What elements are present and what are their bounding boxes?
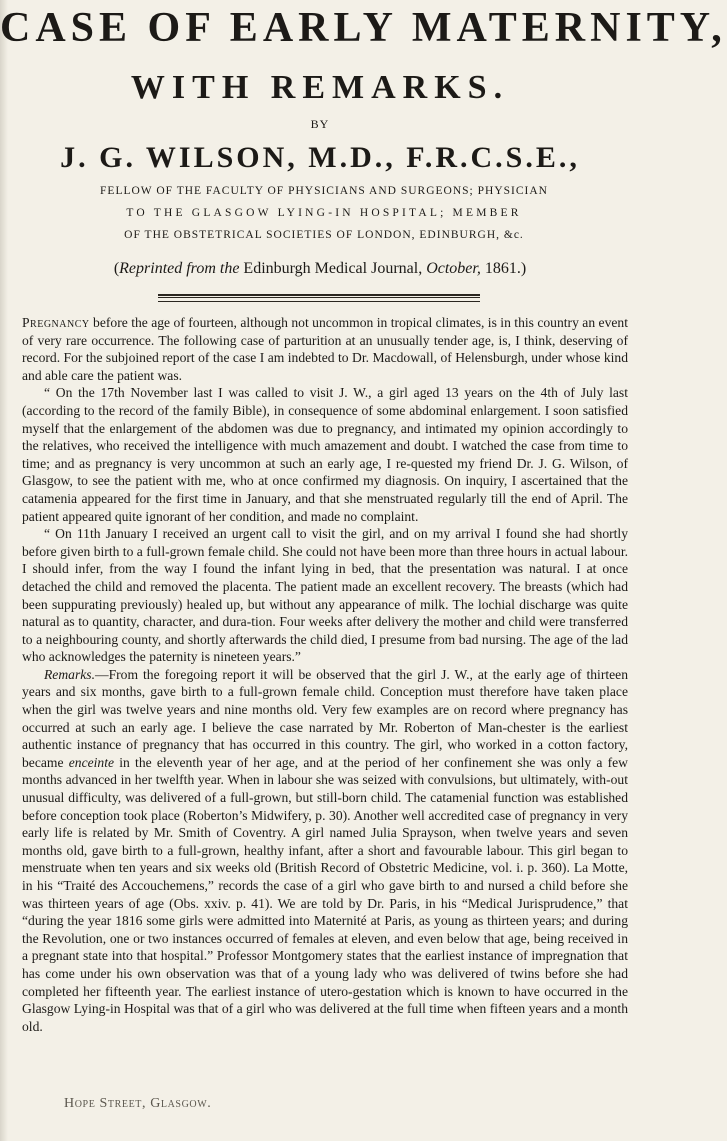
article-body bbox=[22, 314, 628, 1035]
paragraph-1-text: before the age of fourteen, although not uncommon in tropical climates, is in this country an event of very rare occurrence. The following case of parturition at an unusually tender age, is, I think, deserving of record. For the subjoined report of the case I am indebted to Dr. Macdowall, of Helensburgh, under whose kind and able care the patient was. bbox=[22, 315, 628, 383]
author-credentials-line-3: OF THE OBSTETRICAL SOCIETIES OF LONDON, EDINBURGH, &c. bbox=[124, 229, 524, 241]
reprint-open: ( bbox=[113, 260, 120, 277]
reprint-italic-2: October, bbox=[426, 260, 481, 277]
divider-rule-thick bbox=[158, 294, 480, 298]
author-credentials-line-2: TO THE GLASGOW LYING-IN HOSPITAL; MEMBER bbox=[126, 207, 522, 219]
author-credentials-line-1: FELLOW OF THE FACULTY OF PHYSICIANS AND SURGEONS; PHYSICIAN bbox=[100, 185, 548, 197]
title-line-2: WITH REMARKS. bbox=[130, 69, 510, 106]
title-line-1: CASE OF EARLY MATERNITY, bbox=[0, 5, 727, 51]
reprint-journal: Edinburgh Medical Journal, bbox=[239, 260, 427, 277]
paragraph-1-lead: Pregnancy bbox=[22, 315, 90, 330]
author-name: J. G. WILSON, M.D., F.R.C.S.E., bbox=[60, 141, 580, 174]
byline-label: BY bbox=[310, 117, 330, 131]
reprint-close: 1861.) bbox=[480, 260, 527, 277]
paragraph-4 bbox=[22, 666, 628, 1035]
paragraph-3: “ On 11th January I received an urgent call to visit the girl, and on my arrival I found she had shortly before given birth to a full-grown female child. She could not have been more than three hours in actual labour. I should infer, from the way I found the infant lying in bed, that the presentation was natural. I at once detached the child and removed the placenta. The patient made an excellent recovery. The breasts (which had been suppurating previously) healed up, but without any appearance of milk. The lochial discharge was quite natural as to quantity, character, and dura-tion. Four weeks after delivery the mother and child were transferred to a neighbouring county, and shortly afterwards the child died, I presume from bad nursing. The age of the lad who acknowledges the paternity is nineteen years.” bbox=[22, 526, 628, 665]
reprint-note bbox=[0, 260, 640, 278]
paragraph-4-text-a: —From the foregoing report it will be observed that the girl J. W., at the early age of thirteen years and six months, gave birth to a full-grown female child. Conception must therefore have taken place when the girl was twelve years and nine months old. Very few examples are on record where pregnancy has occurred at such an early age. I believe the case narrated by Mr. Roberton of Man-chester is the earliest authentic instance of pregnancy that has occurred in this country. The girl, who worked in a cotton factory, became bbox=[22, 666, 628, 770]
remarks-heading: Remarks. bbox=[44, 666, 95, 682]
reprint-italic-1: Reprinted from the bbox=[119, 260, 240, 277]
paragraph-4-italic: enceinte bbox=[68, 754, 115, 770]
paragraph-1 bbox=[22, 314, 628, 384]
printer-imprint: Hope Street, Glasgow. bbox=[64, 1096, 212, 1111]
divider-rule-thin bbox=[158, 301, 480, 302]
paragraph-4-text-b: in the eleventh year of her age, and at the period of her confinement she was only a few months advanced in her twelfth year. When in labour she was seized with convulsions, but ultimately, with-out unusual difficulty, was delivered of a full-grown, but still-born child. The catamenial function was established before conception took place (Roberton’s Midwifery, p. 30). Another well accredited case of pregnancy in very early life is related by Mr. Smith of Coventry. A girl named Julia Sprayson, when twelve years and seven months old, gave birth to a full-grown, healthy infant, after a short and favourable labour. This girl began to menstruate when ten years and six weeks old (British Record of Obstetric Medicine, vol. i. p. 360). La Motte, in his “Traité des Accouchemens,” records the case of a girl who gave birth to and nursed a child before she was thirteen years of age (Obs. xxiv. p. 41). We are told by Dr. Paris, in his “Medical Jurisprudence,” that “during the year 1816 some girls were admitted into Maternité at Paris, as young as thirteen years; and during the Revolution, one or two instances occurred of females at eleven, and even below that age, being received in a pregnant state into that hospital.” Professor Montgomery states that the earliest instance of impregnation that has come under his own observation was that of a young lady who was delivered of twins before she had completed her fifteenth year. The earliest instance of utero-gestation which is known to have occurred in the Glasgow Lying-in Hospital was that of a girl who was delivered at the full time when fifteen years and a month old. bbox=[22, 754, 628, 1034]
paragraph-2: “ On the 17th November last I was called to visit J. W., a girl aged 13 years on the 4th of July last (according to the record of the family Bible), in consequence of some abdominal enlargement. I soon satisfied myself that the enlargement of the abdomen was due to pregnancy, and intimated my opinion accordingly to the relatives, who received the intelligence with much amazement and doubt. I watched the case from time to time; and as pregnancy is very uncommon at such an early age, I re-quested my friend Dr. J. G. Wilson, of Glasgow, to see the patient with me, who at once confirmed my diagnosis. On inquiry, I ascertained that the catamenia appeared for the first time in January, and that she menstruated regularly till the end of April. The patient appeared quite ignorant of her condition, and made no complaint. bbox=[22, 385, 628, 524]
